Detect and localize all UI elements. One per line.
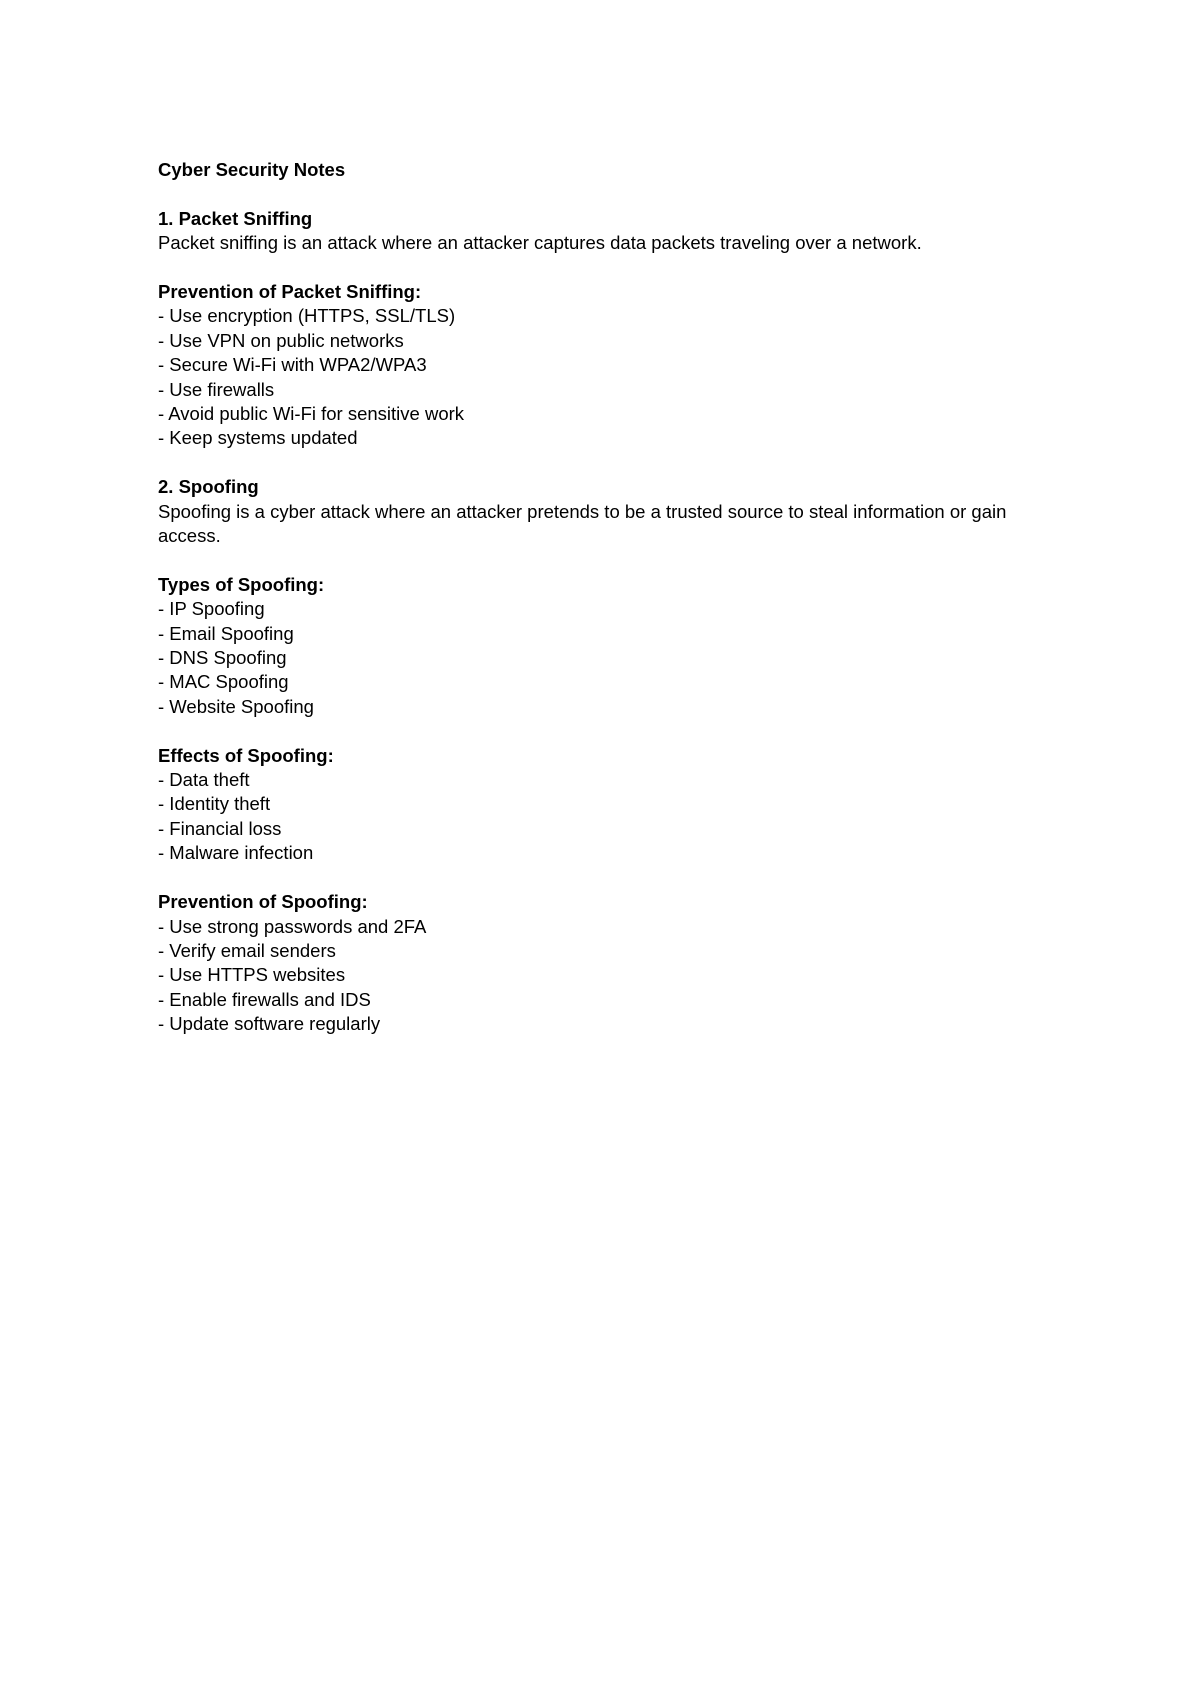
list-item: - Verify email senders [158, 939, 336, 961]
list-item: - Use HTTPS websites [158, 964, 346, 986]
list-item: - Website Spoofing [158, 695, 314, 717]
list-item: - Data theft [158, 769, 250, 791]
document-title: Cyber Security Notes [158, 159, 346, 180]
spacer [158, 866, 1058, 890]
list-item: - Financial loss [158, 817, 282, 839]
prevention-of-spoofing-heading: Prevention of Spoofing: [158, 891, 368, 913]
prevention-of-spoofing-list [158, 915, 1058, 1037]
list-item: - Secure Wi-Fi with WPA2/WPA3 [158, 354, 427, 376]
spacer [158, 182, 1058, 206]
list-item: - MAC Spoofing [158, 671, 289, 693]
document-page [158, 158, 1058, 1037]
list-item: - IP Spoofing [158, 598, 265, 620]
spacer [158, 548, 1058, 572]
effects-of-spoofing-list [158, 768, 1058, 866]
spacer [158, 719, 1058, 743]
types-of-spoofing-heading: Types of Spoofing: [158, 573, 325, 595]
list-item: - Use VPN on public networks [158, 329, 404, 351]
list-item: - Identity theft [158, 793, 271, 815]
list-item: - Avoid public Wi-Fi for sensitive work [158, 403, 465, 425]
list-item: - Use strong passwords and 2FA [158, 915, 427, 937]
list-item: - DNS Spoofing [158, 647, 287, 669]
list-item: - Malware infection [158, 842, 314, 864]
effects-of-spoofing-heading: Effects of Spoofing: [158, 744, 334, 766]
list-item: - Enable firewalls and IDS [158, 988, 371, 1010]
section-description-spoofing: Spoofing is a cyber attack where an attacker pretends to be a trusted source to steal information or gain access. [158, 500, 1007, 547]
list-item: - Use encryption (HTTPS, SSL/TLS) [158, 305, 456, 327]
types-of-spoofing-list [158, 597, 1058, 719]
section-description-packet-sniffing: Packet sniffing is an attack where an attacker captures data packets traveling over a network. [158, 232, 922, 254]
list-item: - Use firewalls [158, 378, 275, 400]
section-heading-spoofing: 2. Spoofing [158, 476, 259, 498]
list-item: - Keep systems updated [158, 427, 358, 449]
prevention-packet-sniffing-list [158, 304, 1058, 450]
spacer [158, 451, 1058, 475]
section-heading-packet-sniffing: 1. Packet Sniffing [158, 207, 313, 229]
list-item: - Email Spoofing [158, 622, 294, 644]
prevention-packet-sniffing-heading: Prevention of Packet Sniffing: [158, 281, 422, 302]
list-item: - Update software regularly [158, 1013, 381, 1035]
spacer [158, 256, 1058, 280]
